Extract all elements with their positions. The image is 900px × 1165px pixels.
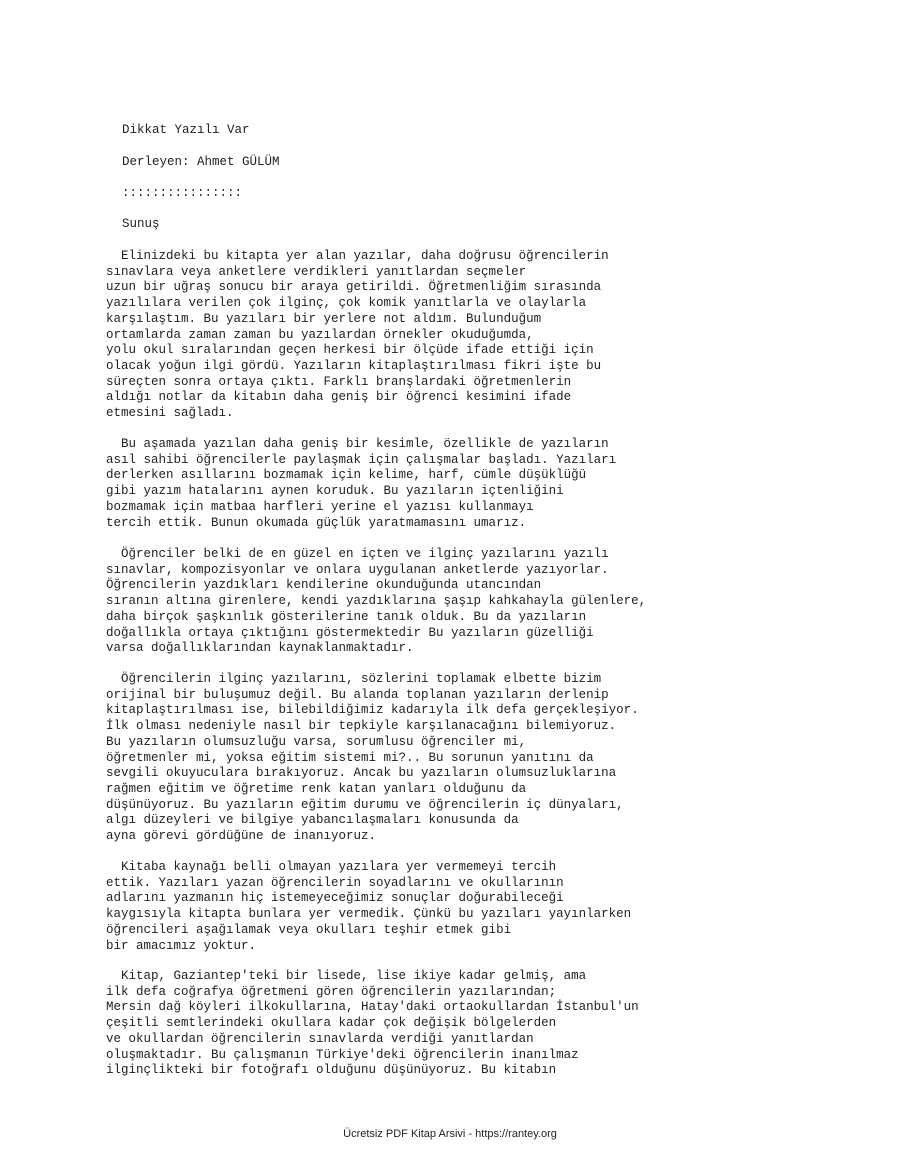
footer-text: Ücretsiz PDF Kitap Arsivi - https://rantey.org [343,1128,557,1140]
paragraph: Öğrencilerin ilginç yazılarını, sözlerini toplamak elbette bizim orijinal bir buluşumuz değil. Bu alanda toplanan yazıların derlenip kitaplaştırılması ise, bilebildiğimiz kadarıyla ilk defa gerçekleşiyor. İlk olması nedeniyle nasıl bir tepkiyle karşılanacağını bilemiyoruz. Bu yazıların olumsuzluğu varsa, sorumlusu öğrenciler mi, öğretmenler mi, yoksa eğitim sistemi mi?.. Bu sorunun yanıtını da sevgili okuyuculara bırakıyoruz. Ancak bu yazıların olumsuzluklarına rağmen eğitim ve öğretime renk katan yanları olduğunu da düşünüyoruz. Bu yazıların eğitim durumu ve öğrencilerin iç dünyaları, algı düzeyleri ve bilgiye yabancılaşmaları konusunda da ayna görevi gördüğüne de inanıyoruz. [106,672,639,844]
paragraph: Bu aşamada yazılan daha geniş bir kesimle, özellikle de yazıların asıl sahibi öğrencilerle paylaşmak için çalışmalar başladı. Yazıları derlerken asıllarını bozmamak için kelime, harf, cümle düşüklüğü gibi yazım hatalarını aynen koruduk. Bu yazıların içtenliğini bozmamak için matbaa harfleri yerine el yazısı kullanmayı tercih ettik. Bunun okumada güçlük yaratmamasını umarız. [106,437,617,530]
document-title: Dikkat Yazılı Var [122,123,250,137]
compiler-line: Derleyen: Ahmet GÜLÜM [122,155,280,169]
separator-line: :::::::::::::::: [122,186,243,200]
section-heading: Sunuş [122,217,160,231]
paragraph: Kitaba kaynağı belli olmayan yazılara yer vermemeyi tercih ettik. Yazıları yazan öğrencilerin soyadlarını ve okullarının adlarını yazmanın hiç istemeyeceğimiz sonuçlar doğurabileceği kaygısıyla kitapta bunlara yer vermedik. Çünkü bu yazıları yayınlarken öğrencileri aşağılamak veya okulları teşhir etmek gibi bir amacımız yoktur. [106,860,632,953]
paragraph: Elinizdeki bu kitapta yer alan yazılar, daha doğrusu öğrencilerin sınavlara veya anketlere verdikleri yanıtlardan seçmeler uzun bir uğraş sonucu bir araya getirildi. Öğretmenliğim sırasında yazılılara verilen çok ilginç, çok komik yanıtlarla ve olaylarla karşılaştım. Bu yazıları bir yerlere not aldım. Bulunduğum ortamlarda zaman zaman bu yazılardan örnekler okuduğumda, yolu okul sıralarından geçen herkesi bir ölçüde ifade ettiği için olacak yoğun ilgi gördü. Yazıların kitaplaştırılması fikri işte bu süreçten sonra ortaya çıktı. Farklı branşlardaki öğretmenlerin aldığı notlar da kitabın daha geniş bir öğrenci kesimini ifade etmesini sağladı. [106,249,609,421]
paragraph: Kitap, Gaziantep'teki bir lisede, lise ikiye kadar gelmiş, ama ilk defa coğrafya öğretmeni gören öğrencilerin yazılarından; Mersin dağ köyleri ilkokullarına, Hatay'daki ortaokullardan İstanbul'un çeşitli semtlerindeki okullara kadar çok değişik bölgelerden ve okullardan öğrencilerin sınavlarda verdiği yanıtlardan oluşmaktadır. Bu çalışmanın Türkiye'deki öğrencilerin inanılmaz ilginçlikteki bir fotoğrafı olduğunu düşünüyoruz. Bu kitabın [106,969,639,1078]
paragraph: Öğrenciler belki de en güzel en içten ve ilginç yazılarını yazılı sınavlar, kompozisyonlar ve onlara uygulanan anketlerde yazıyorlar. Öğrencilerin yazdıkları kendilerine okunduğunda utancından sıranın altına girenlere, kendi yazdıklarına şaşıp kahkahayla gülenlere, daha birçok şaşkınlık gösterilerine tanık olduk. Bu da yazıların doğallıkla ortaya çıktığını göstermektedir Bu yazıların güzelliği varsa doğallıklarından kaynaklanmaktadır. [106,547,647,656]
